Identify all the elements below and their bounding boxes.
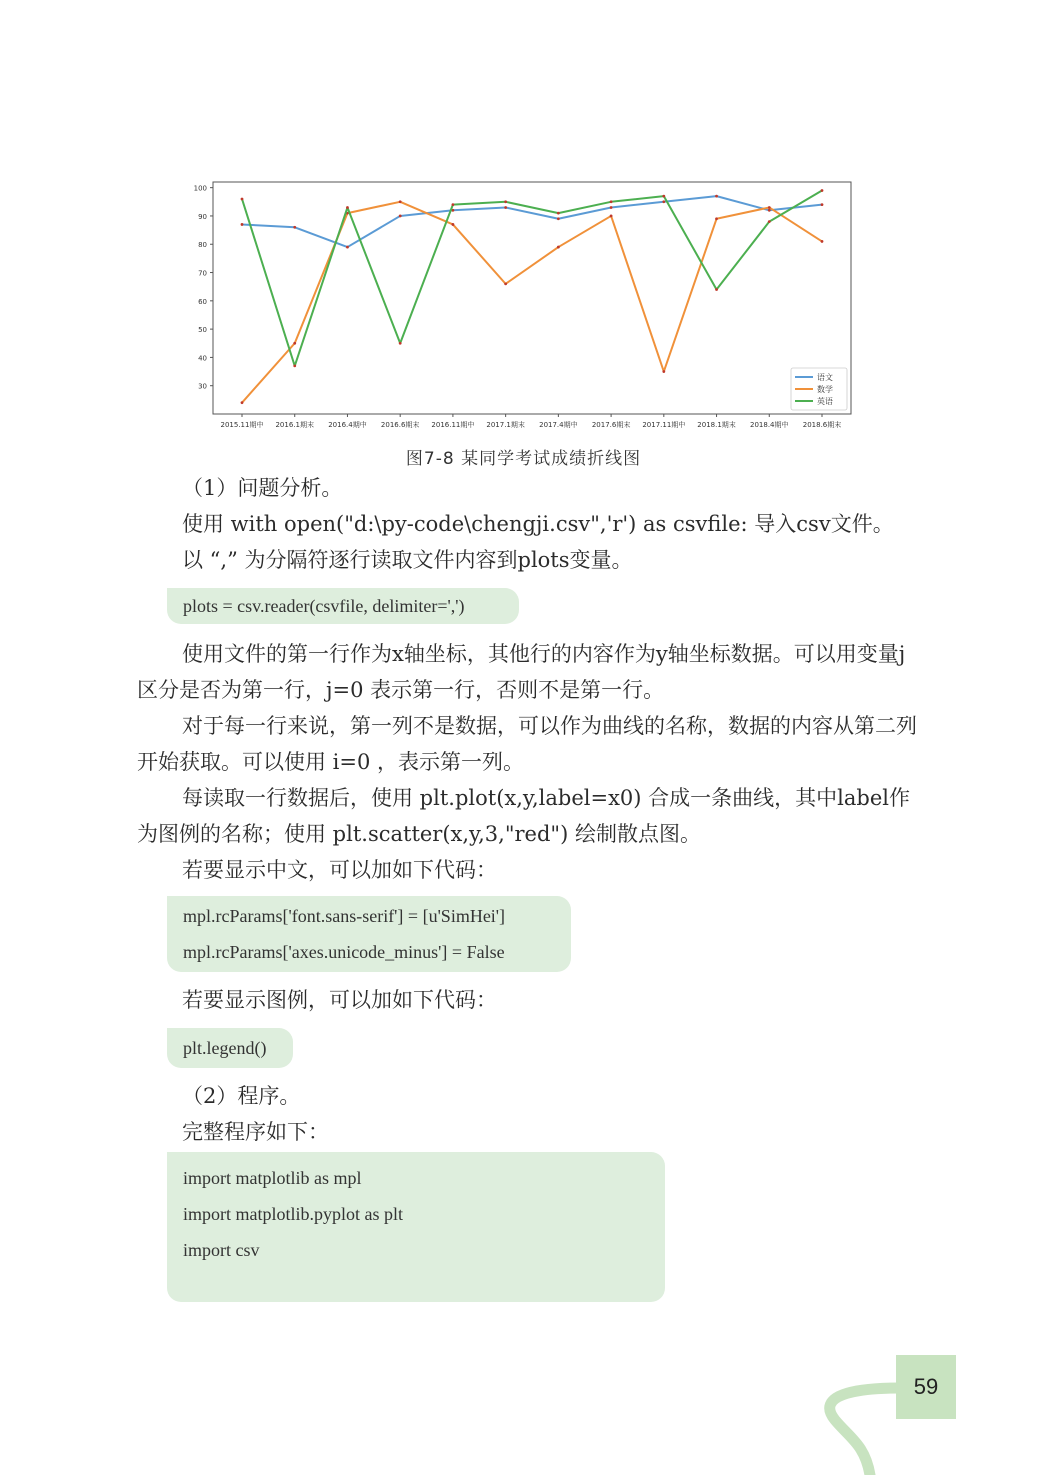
x-tick-label: 2017.11期中 — [642, 421, 686, 429]
data-point — [504, 282, 507, 285]
paragraph-full-program: 完整程序如下： — [182, 1120, 329, 1144]
paragraph-chinese: 若要显示中文，可以加如下代码： — [182, 858, 497, 882]
code-block-imports — [167, 1152, 665, 1302]
chart-svg — [185, 178, 857, 440]
paragraph-delimiter: 以 “,” 为分隔符逐行读取文件内容到plots变量。 — [182, 548, 633, 572]
x-tick-label: 2018.4期中 — [750, 421, 789, 429]
code-line: import matplotlib as mpl — [183, 1168, 362, 1188]
legend-label: 语文 — [817, 373, 833, 382]
code-line: import matplotlib.pyplot as plt — [183, 1204, 403, 1224]
y-tick-label: 40 — [198, 354, 207, 363]
y-tick-label: 50 — [198, 326, 207, 335]
x-tick-label: 2017.4期中 — [539, 421, 578, 429]
y-tick-label: 100 — [193, 184, 207, 193]
data-point — [715, 217, 718, 220]
x-tick-label: 2018.6期末 — [802, 421, 842, 429]
data-point — [346, 206, 349, 209]
data-point — [504, 200, 507, 203]
data-point — [557, 217, 560, 220]
x-tick-label: 2016.4期中 — [328, 421, 367, 429]
x-tick-label: 2016.6期末 — [380, 421, 420, 429]
plot-area — [213, 182, 851, 414]
figure-caption: 图7-8 某同学考试成绩折线图 — [405, 449, 642, 469]
legend-label: 英语 — [817, 397, 833, 406]
data-point — [241, 401, 244, 404]
code-block-legend — [167, 1028, 293, 1068]
paragraph-legend: 若要显示图例，可以加如下代码： — [182, 988, 497, 1012]
x-tick-label: 2018.1期末 — [697, 421, 736, 429]
y-tick-label: 90 — [198, 212, 207, 221]
y-tick-label: 30 — [198, 382, 207, 391]
code-line: plt.legend() — [183, 1038, 267, 1058]
paragraph-plot: 每读取一行数据后，使用 plt.plot(x,y,label=x0) 合成一条曲线，其中label作为图例的名称；使用 plt.scatter(x,y,3,"red") 绘制散点图。 — [137, 786, 910, 846]
y-tick-label: 70 — [198, 269, 207, 278]
code-line: mpl.rcParams['font.sans-serif'] = [u'SimHei'] — [183, 906, 506, 926]
section-2-title: （2）程序。 — [182, 1084, 301, 1108]
data-point — [399, 342, 402, 345]
page-number: 59 — [896, 1355, 956, 1419]
data-point — [662, 370, 665, 373]
paragraph-columns: 对于每一行来说，第一列不是数据，可以作为曲线的名称，数据的内容从第二列开始获取。可以使用 i=0 ，表示第一列。 — [137, 714, 917, 774]
section-1-title: （1）问题分析。 — [182, 476, 343, 500]
data-point — [346, 246, 349, 249]
y-tick-label: 60 — [198, 297, 207, 306]
data-point — [715, 288, 718, 291]
code-line: plots = csv.reader(csvfile, delimiter=',') — [183, 596, 465, 616]
x-tick-label: 2017.6期末 — [591, 421, 631, 429]
data-point — [452, 203, 455, 206]
data-point — [768, 220, 771, 223]
data-point — [610, 206, 613, 209]
legend-label: 数学 — [817, 385, 833, 394]
decorative-curve — [815, 1380, 905, 1475]
data-point — [821, 203, 824, 206]
data-point — [768, 206, 771, 209]
paragraph-x-axis: 使用文件的第一行作为x轴坐标，其他行的内容作为y轴坐标数据。可以用变量j区分是否为第一行，j=0 表示第一行，否则不是第一行。 — [137, 642, 906, 702]
x-tick-label: 2016.1期末 — [275, 421, 314, 429]
data-point — [821, 189, 824, 192]
data-point — [557, 246, 560, 249]
data-point — [662, 195, 665, 198]
data-point — [452, 223, 455, 226]
x-tick-label: 2016.11期中 — [431, 421, 475, 429]
data-point — [399, 200, 402, 203]
data-point — [768, 209, 771, 212]
paragraph-open-file: 使用 with open("d:\py-code\chengji.csv",'r') as csvfile: 导入csv文件。 — [182, 512, 894, 536]
code-block-reader — [167, 588, 519, 624]
code-line: import csv — [183, 1240, 260, 1260]
x-tick-label: 2015.11期中 — [220, 421, 264, 429]
data-point — [557, 212, 560, 215]
data-point — [504, 206, 507, 209]
data-point — [610, 215, 613, 218]
data-point — [241, 223, 244, 226]
data-point — [241, 198, 244, 201]
data-point — [610, 200, 613, 203]
data-point — [399, 215, 402, 218]
score-line-chart — [185, 178, 857, 440]
data-point — [662, 200, 665, 203]
data-point — [821, 240, 824, 243]
code-line: mpl.rcParams['axes.unicode_minus'] = False — [183, 942, 505, 962]
code-block-rcparams — [167, 896, 571, 972]
data-point — [715, 195, 718, 198]
data-point — [293, 342, 296, 345]
x-tick-label: 2017.1期末 — [486, 421, 525, 429]
y-tick-label: 80 — [198, 241, 207, 250]
data-point — [293, 365, 296, 368]
data-point — [293, 226, 296, 229]
